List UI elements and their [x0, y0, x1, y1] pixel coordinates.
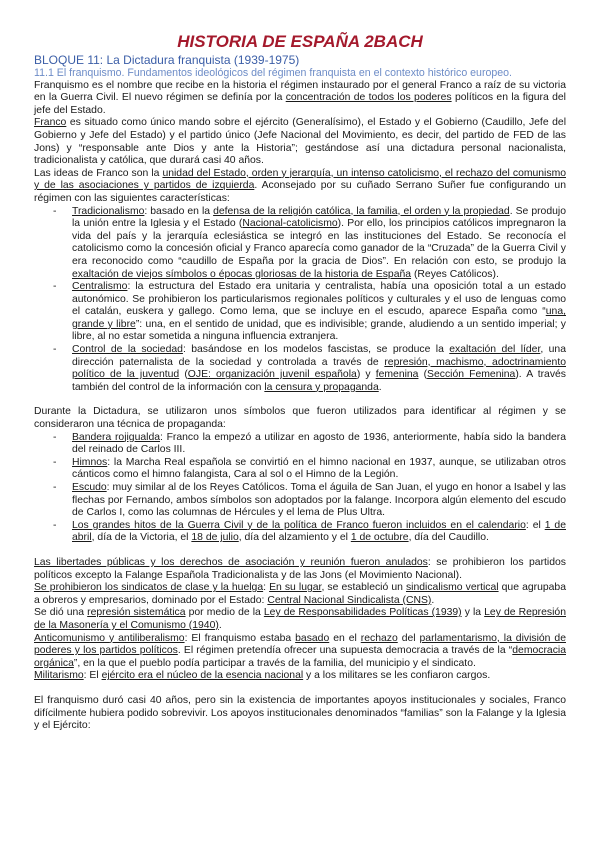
list-item-centralismo: - Centralismo: la estructura del Estado era unitaria y centralista, había una oposición total a un estado autonómico. Se prohibieron los particularismos regionales políticos y culturales y el uso de lenguas como el catalán, euskera y gallego. Como lema, que se incluye en el escudo, aparece España como “una, grande y libre”: una, en el sentido de unidad, que es indivisible; grande, aludiendo a un sentido imperial; y libre, al no estar sometida a ninguna influencia extranjera.: [72, 281, 566, 344]
characteristics-list: [34, 206, 566, 395]
list-item-calendario: - Los grandes hitos de la Guerra Civil y de la política de Franco fueron incluidos en el calendario: el 1 de abril, día de la Victoria, el 18 de julio, día del alzamiento y el 1 de octubre, día del Caudillo.: [72, 520, 566, 545]
militarismo-paragraph: Militarismo: El ejército era el núcleo de la esencia nacional y a los militares se les confiaron cargos.: [34, 670, 491, 682]
spacer: [34, 545, 566, 557]
repression-paragraph: Se dió una represión sistemática por medio de la Ley de Responsabilidades Políticas (1939) y la Ley de Represión de la Masonería y el Comunismo (1940).: [34, 607, 566, 631]
list-item-bandera: - Bandera rojigualda: Franco la empezó a utilizar en agosto de 1936, anteriormente, había sido la bandera del reinado de Carlos III.: [72, 432, 566, 457]
block-heading: BLOQUE 11: La Dictadura franquista (1939-1975): [34, 53, 300, 67]
list-item-tradicionalismo: - Tradicionalismo: basado en la defensa de la religión católica, la familia, el orden y la propiedad. Se produjo la unión entre la Iglesia y el Estado (Nacional-catolicismo). Por ello, los principios católicos impregnaron la vida del país y la jerarquía eclesiástica se integró en las instituciones del Estado. Se reconocía el catolicismo como la concesión oficial y Franco aparecía como ganador de la “Cruzada” de la Guerra Civil y era reconocido como “caudillo de España por la gracia de Dios”. En relación con esto, se produjo la exaltación de viejos símbolos o épocas gloriosas de la historia de España (Reyes Católicos).: [72, 206, 566, 282]
spacer: [34, 683, 566, 695]
intro-paragraph-2: Franco es situado como único mando sobre el ejército (Generalísimo), el Estado y el Gobierno (Caudillo, Jefe del Gobierno y Jefe del Estado) y el partido único (Jefe Nacional del Movimiento, es decir, del partido de FED de las Jons) y “responsable ante Dios y ante la Historia”; gestándose así una dictadura personal nacionalista, tradicionalista y católica, que durará casi 40 años.: [34, 117, 566, 167]
symbols-intro: Durante la Dictadura, se utilizaron unos símbolos que fueron utilizados para identificar al régimen y se consideraron una técnica de propaganda:: [34, 406, 566, 431]
rights-paragraph: Las libertades públicas y los derechos de asociación y reunión fueron anulados: se prohibieron los partidos políticos excepto la Falange Española Tradicionalista y de las Jons (el Movimiento Nacional).: [34, 556, 566, 581]
intro-paragraph-1: Franquismo es el nombre que recibe en la historia el régimen instaurado por el general Franco a raíz de su victoria en la Guerra Civil. El nuevo régimen se definía por la concentración de todos los poderes políticos en la figura del jefe del Estado.: [34, 79, 566, 116]
unions-paragraph: Se prohibieron los sindicatos de clase y la huelga: En su lugar, se estableció un sindicalismo vertical que agrupaba a obreros y empresarios, dominado por el Estado: Central Nacional Sindicalista (CNS).: [34, 582, 566, 606]
section-subtitle: 11.1 El franquismo. Fundamentos ideológicos del régimen franquista en el contexto histórico europeo.: [34, 67, 512, 79]
intro-paragraph-3: Las ideas de Franco son la unidad del Estado, orden y jerarquía, un intenso catolicismo, el rechazo del comunismo y de las asociaciones y partidos de izquierda. Aconsejado por su cuñado Serrano Suñer fue configurando un régimen con las siguientes características:: [34, 167, 566, 204]
list-item-escudo: - Escudo: muy similar al de los Reyes Católicos. Toma el águila de San Juan, el yugo en honor a Isabel y las flechas por Fernando, ambos símbolos son adoptados por la falange. Incorpora algún elemento del escudo de Carlos I, como las columnas de Hércules y el lema de Plus Ultra.: [72, 482, 566, 520]
document-title: HISTORIA DE ESPAÑA 2BACH: [177, 32, 423, 51]
closing-paragraph: El franquismo duró casi 40 años, pero sin la existencia de importantes apoyos institucionales y sociales, Franco difícilmente hubiera podido sobrevivir. Los apoyos institucionales denominados “familias” son la Falange y la Iglesia y el Ejército:: [34, 694, 566, 732]
list-item-control-sociedad: - Control de la sociedad: basándose en los modelos fascistas, se produce la exaltación del líder, una dirección paternalista de la sociedad y controlada a través de represión, machismo, adoctrinamiento político de la juventud (OJE: organización juvenil española) y femenina (Sección Femenina). A través también del control de la información con la censura y propaganda.: [72, 344, 566, 394]
list-item-himnos: - Himnos: la Marcha Real española se convirtió en el himno nacional en 1937, aunque, se utilizaban otros cánticos como el himno falangista, Cara al sol o el Himno de la Legión.: [72, 457, 566, 482]
symbols-list: [34, 432, 566, 545]
anticomunismo-paragraph: Anticomunismo y antiliberalismo: El franquismo estaba basado en el rechazo del parlamentarismo, la división de poderes y los partidos políticos. El régimen pretendía ofrecer una supuesta democracia a través de la “democracia orgánica”, en la que el pueblo podía participar a través de la familia, del municipio y el sindicato.: [34, 632, 566, 669]
spacer: [34, 394, 566, 406]
